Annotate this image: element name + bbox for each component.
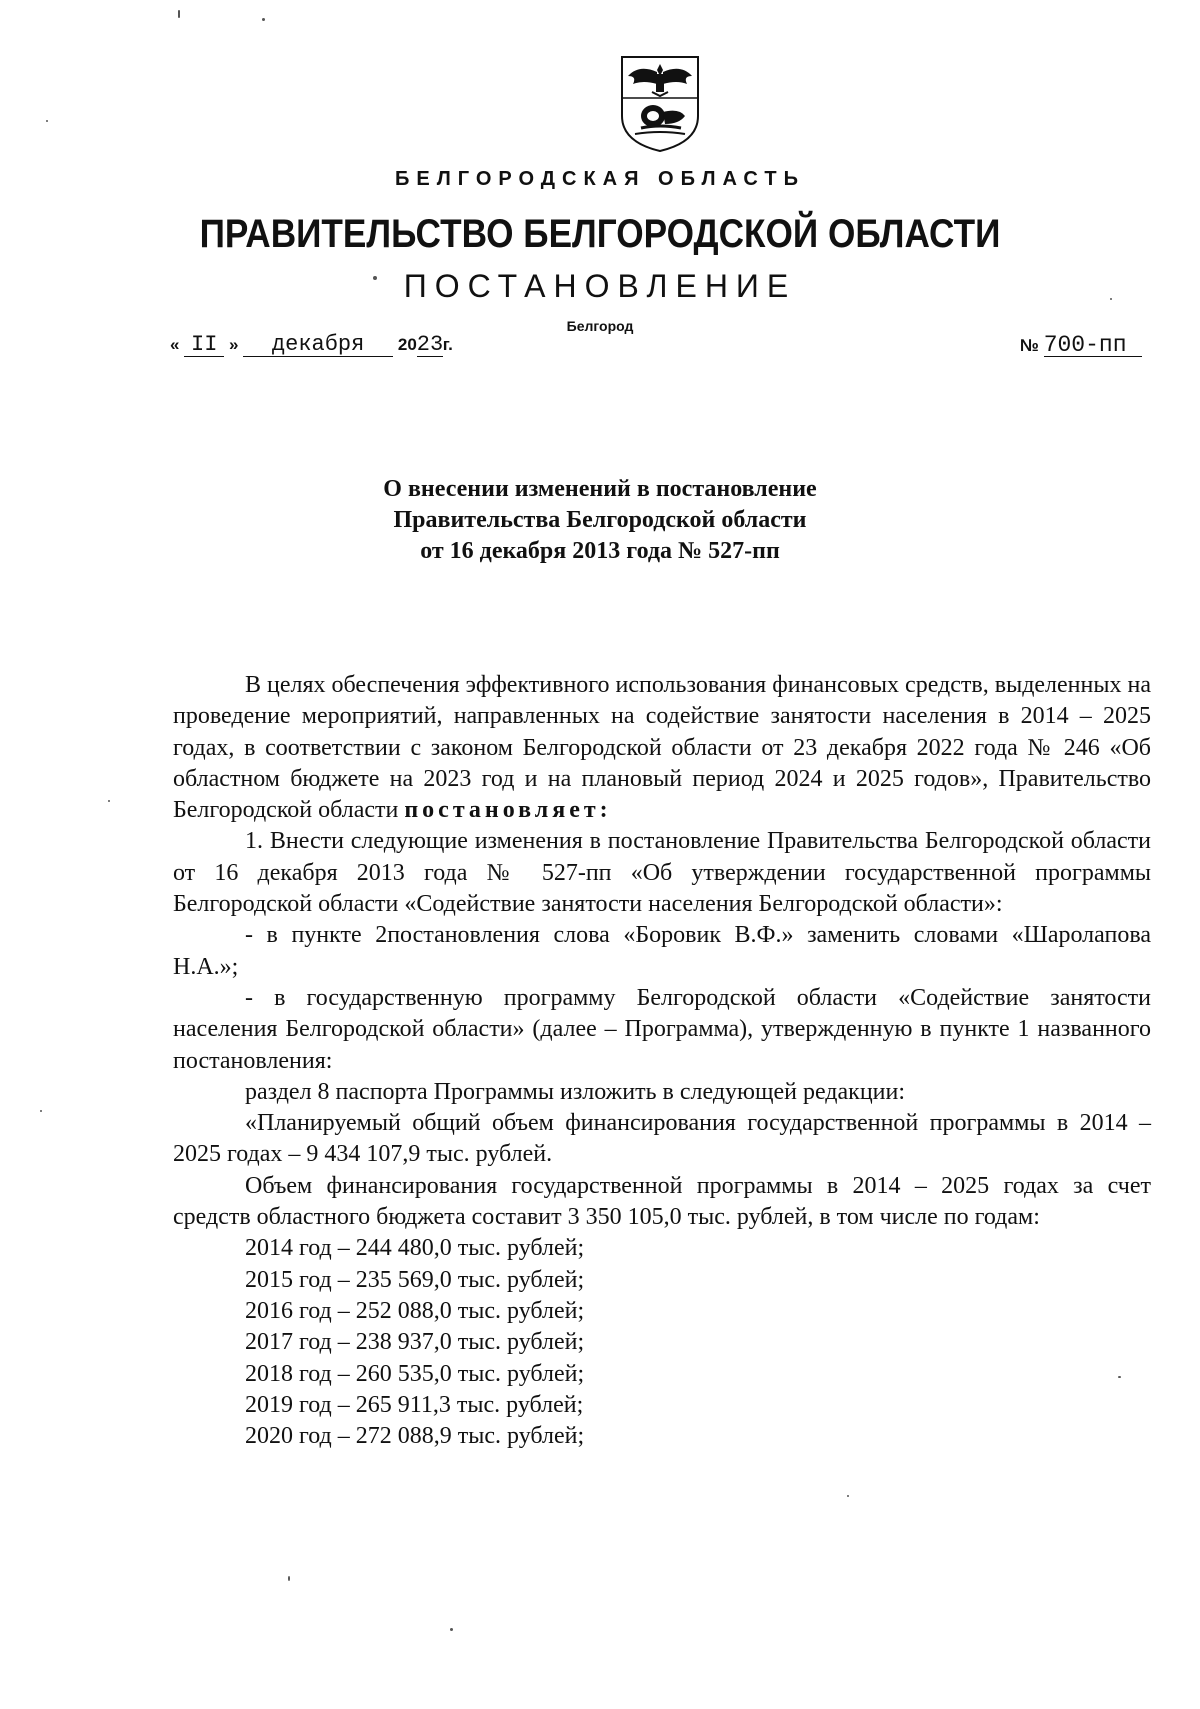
year-line: 2020 год – 272 088,9 тыс. рублей; — [245, 1423, 585, 1450]
region-heading: БЕЛГОРОДСКАЯ ОБЛАСТЬ — [395, 168, 805, 190]
number-label: № — [1020, 336, 1039, 355]
year-line: 2019 год – 265 911,3 тыс. рублей; — [245, 1391, 584, 1418]
document-title — [0, 474, 1200, 567]
scan-speck — [1110, 298, 1112, 300]
scan-speck — [1118, 1376, 1121, 1378]
scan-speck — [40, 1110, 42, 1112]
number-value: 700-пп — [1044, 334, 1142, 357]
document-type-heading: ПОСТАНОВЛЕНИЕ — [403, 268, 797, 304]
date-year: 23 — [416, 332, 444, 357]
city-label: Белгород — [566, 318, 634, 334]
scan-speck — [108, 800, 110, 802]
scan-speck — [262, 18, 265, 21]
date-close-quote: » — [228, 335, 239, 354]
scan-speck — [847, 1495, 849, 1497]
item-1-paragraph: 1. Внести следующие изменения в постановление Правительства Белгородской области от 16 декабря 2013 года № 527-пп «Об утверждении государственной программы Белгородской области «Содействие занятости населения Белгородской области»: — [173, 828, 1151, 918]
scan-speck — [373, 276, 377, 280]
document-date — [170, 334, 453, 357]
government-heading: ПРАВИТЕЛЬСТВО БЕЛГОРОДСКОЙ ОБЛАСТИ — [199, 212, 1001, 256]
decree-word: постановляет: — [404, 797, 612, 824]
date-day: II — [184, 334, 224, 357]
scan-speck — [46, 120, 48, 122]
bullet-1-paragraph: - в пункте 2постановления слова «Боровик В.Ф.» заменить словами «Шаролапова Н.А.»; — [173, 922, 1151, 980]
intro-paragraph — [173, 670, 1151, 826]
planned-financing-paragraph: «Планируемый общий объем финансирования государственной программы в 2014 – 2025 годах – 9 434 107,9 тыс. рублей. — [173, 1110, 1151, 1168]
document-body — [173, 670, 1151, 1452]
coat-of-arms-emblem — [619, 54, 701, 154]
year-line: 2016 год – 252 088,0 тыс. рублей; — [245, 1297, 585, 1324]
scan-speck — [450, 1628, 453, 1631]
year-line: 2015 год – 235 569,0 тыс. рублей; — [245, 1266, 585, 1293]
title-line: Правительства Белгородской области — [393, 507, 807, 533]
year-line: 2018 год – 260 535,0 тыс. рублей; — [245, 1360, 585, 1387]
scan-speck — [178, 10, 180, 18]
bullet-2-paragraph: - в государственную программу Белгородской области «Содействие занятости населения Белгородской области» (далее – Программа), утвержденную в пункте 1 названного постановления: — [173, 984, 1151, 1074]
scan-speck — [288, 1576, 290, 1581]
section-8-paragraph: раздел 8 паспорта Программы изложить в следующей редакции: — [245, 1078, 906, 1105]
intro-text: В целях обеспечения эффективного использования финансовых средств, выделенных на проведение мероприятий, направленных на содействие занятости населения в 2014 – 2025 годах, в соответствии с законом Белгородской области от 23 декабря 2022 года № 246 «Об областном бюджете на 2023 год и на плановый период 2024 и 2025 годов», Правительство Белгородской области — [173, 672, 1151, 824]
date-month: декабря — [243, 334, 393, 357]
year-line: 2014 год – 244 480,0 тыс. рублей; — [245, 1235, 585, 1262]
date-open-quote: « — [170, 335, 180, 354]
regional-financing-paragraph: Объем финансирования государственной программы в 2014 – 2025 годах за счет средств областного бюджета составит 3 350 105,0 тыс. рублей, в том числе по годам: — [173, 1172, 1151, 1231]
year-line: 2017 год – 238 937,0 тыс. рублей; — [245, 1329, 585, 1356]
date-century: 20 — [397, 335, 417, 354]
document-number — [1020, 334, 1142, 357]
title-line: от 16 декабря 2013 года № 527-пп — [420, 538, 780, 564]
date-year-suffix: г. — [442, 335, 453, 354]
title-line: О внесении изменений в постановление — [383, 476, 817, 502]
